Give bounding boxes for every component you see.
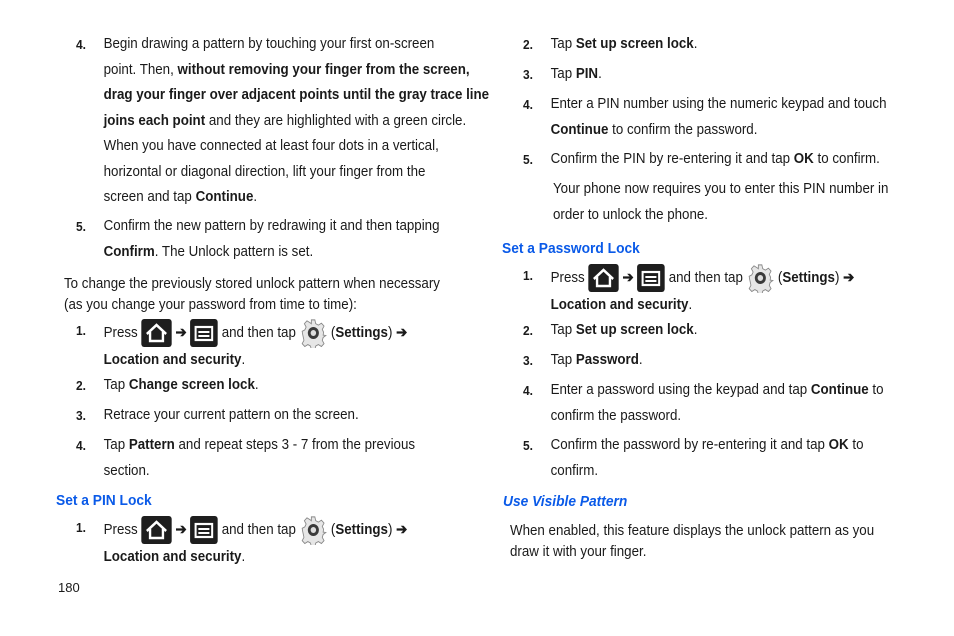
arrow-right-icon: ➔ bbox=[396, 324, 408, 341]
step-bold-text: without removing your finger from the screen, bbox=[177, 61, 470, 78]
step-text-line: section. bbox=[103, 462, 150, 479]
change-pattern-intro bbox=[64, 274, 440, 316]
punctuation: ( bbox=[330, 521, 336, 538]
step-number: 3. bbox=[76, 408, 86, 423]
step-text-line: confirm the password. bbox=[550, 407, 682, 424]
step-text: and then tap bbox=[221, 324, 296, 341]
step-text: . The Unlock pattern is set. bbox=[154, 243, 314, 260]
step-text-line: Enter a PIN number using the numeric keypad and touch bbox=[550, 96, 887, 112]
step-text: and then tap bbox=[221, 521, 296, 538]
settings-label: Settings bbox=[335, 521, 388, 538]
step-text: Confirm the password by re-entering it and tap bbox=[550, 437, 829, 453]
step-text: Enter a password using the keypad and tap bbox=[550, 382, 811, 398]
step-number: 2. bbox=[523, 37, 533, 52]
step-text: screen and tap bbox=[103, 189, 196, 205]
ok-label: OK bbox=[793, 151, 814, 167]
step-text: Tap bbox=[550, 36, 576, 52]
punctuation: . bbox=[638, 352, 643, 368]
arrow-right-icon: ➔ bbox=[622, 269, 634, 286]
body-line: draw it with your finger. bbox=[510, 544, 647, 560]
page-number: 180 bbox=[58, 580, 80, 595]
step-text-line: confirm. bbox=[550, 462, 599, 479]
location-security-label: Location and security bbox=[550, 297, 689, 313]
step-text: to bbox=[868, 382, 884, 398]
step-text: to bbox=[848, 437, 864, 453]
step-number: 2. bbox=[523, 323, 533, 338]
step-text-line: Confirm the new pattern by redrawing it and then tapping bbox=[103, 218, 440, 234]
confirm-label: Confirm bbox=[103, 243, 155, 260]
ok-label: OK bbox=[828, 437, 849, 453]
step-number: 4. bbox=[523, 97, 533, 112]
location-security-label: Location and security bbox=[103, 352, 242, 368]
punctuation: . bbox=[241, 549, 246, 565]
set-up-screen-lock-label: Set up screen lock bbox=[575, 36, 694, 52]
arrow-right-icon: ➔ bbox=[175, 521, 187, 538]
step-number: 4. bbox=[523, 383, 533, 398]
step-text-line: horizontal or diagonal direction, lift your finger from the bbox=[103, 163, 426, 180]
press-label: Press bbox=[550, 269, 585, 286]
continue-label: Continue bbox=[810, 382, 869, 398]
step-text: and then tap bbox=[668, 269, 743, 286]
punctuation: . bbox=[688, 297, 693, 313]
step-text-line: When you have connected at least four dots in a vertical, bbox=[103, 138, 439, 154]
step-text: Tap bbox=[550, 352, 576, 368]
section-heading-pin-lock: Set a PIN Lock bbox=[56, 493, 152, 509]
step-text-line: Begin drawing a pattern by touching your first on-screen bbox=[103, 36, 435, 52]
step-bold-text: joins each point bbox=[103, 112, 206, 129]
punctuation: ( bbox=[330, 324, 336, 341]
body-line: When enabled, this feature displays the unlock pattern as you bbox=[510, 523, 875, 539]
settings-label: Settings bbox=[782, 269, 835, 286]
continue-label: Continue bbox=[550, 121, 609, 138]
punctuation: ) bbox=[387, 324, 393, 341]
step-text: Tap bbox=[550, 66, 576, 82]
step-text: Tap bbox=[550, 322, 576, 338]
intro-line: To change the previously stored unlock pattern when necessary bbox=[64, 276, 440, 292]
step-number: 4. bbox=[76, 438, 86, 453]
step-number: 2. bbox=[76, 378, 86, 393]
step-text: Tap bbox=[103, 437, 129, 453]
set-up-screen-lock-label: Set up screen lock bbox=[575, 322, 694, 338]
settings-gear-icon bbox=[747, 263, 775, 293]
step-text: and they are highlighted with a green circle. bbox=[205, 112, 467, 129]
menu-key-icon bbox=[637, 264, 665, 292]
press-label: Press bbox=[103, 521, 138, 538]
punctuation: ) bbox=[387, 521, 393, 538]
home-key-icon bbox=[141, 319, 171, 347]
location-security-label: Location and security bbox=[103, 549, 242, 565]
step-text: point. Then, bbox=[103, 61, 178, 78]
punctuation: . bbox=[254, 377, 259, 393]
punctuation: ) bbox=[834, 269, 840, 286]
step-number: 1. bbox=[76, 323, 86, 338]
punctuation: . bbox=[253, 189, 258, 205]
step-number: 5. bbox=[523, 438, 533, 453]
step-text: Tap bbox=[103, 377, 129, 393]
punctuation: . bbox=[693, 322, 698, 338]
home-key-icon bbox=[141, 516, 171, 544]
change-screen-lock-label: Change screen lock bbox=[128, 377, 255, 393]
arrow-right-icon: ➔ bbox=[175, 324, 187, 341]
press-label: Press bbox=[103, 324, 138, 341]
step-text: to confirm the password. bbox=[608, 121, 758, 138]
menu-key-icon bbox=[190, 319, 218, 347]
settings-gear-icon bbox=[300, 515, 328, 545]
section-heading-password-lock: Set a Password Lock bbox=[502, 241, 640, 257]
punctuation: . bbox=[693, 36, 698, 52]
step-bold-text: drag your finger over adjacent points until the gray trace line bbox=[103, 87, 490, 103]
punctuation: . bbox=[598, 66, 602, 82]
step-number: 5. bbox=[523, 152, 533, 167]
arrow-right-icon: ➔ bbox=[843, 269, 855, 286]
step-number: 4. bbox=[76, 37, 86, 52]
note-line: order to unlock the phone. bbox=[553, 206, 709, 223]
step-text: Retrace your current pattern on the screen. bbox=[103, 407, 359, 423]
settings-label: Settings bbox=[335, 324, 388, 341]
punctuation: . bbox=[241, 352, 246, 368]
step-text: and repeat steps 3 - 7 from the previous bbox=[174, 437, 416, 453]
pin-label: PIN bbox=[575, 66, 599, 82]
section-heading-visible-pattern: Use Visible Pattern bbox=[503, 494, 628, 510]
menu-key-icon bbox=[190, 516, 218, 544]
visible-pattern-description bbox=[510, 521, 874, 563]
home-key-icon bbox=[588, 264, 618, 292]
step-number: 1. bbox=[76, 520, 86, 535]
settings-gear-icon bbox=[300, 318, 328, 348]
note-line: Your phone now requires you to enter this PIN number in bbox=[553, 181, 889, 197]
step-number: 3. bbox=[523, 353, 533, 368]
punctuation: ( bbox=[777, 269, 783, 286]
password-label: Password bbox=[575, 352, 639, 368]
arrow-right-icon: ➔ bbox=[396, 521, 408, 538]
step-number: 5. bbox=[76, 219, 86, 234]
continue-label: Continue bbox=[195, 189, 254, 205]
pattern-label: Pattern bbox=[128, 437, 175, 453]
step-number: 1. bbox=[523, 268, 533, 283]
step-text: Confirm the PIN by re-entering it and tap bbox=[550, 151, 794, 167]
step-text: to confirm. bbox=[813, 151, 880, 167]
intro-line: (as you change your password from time to time): bbox=[64, 297, 357, 313]
step-number: 3. bbox=[523, 67, 533, 82]
